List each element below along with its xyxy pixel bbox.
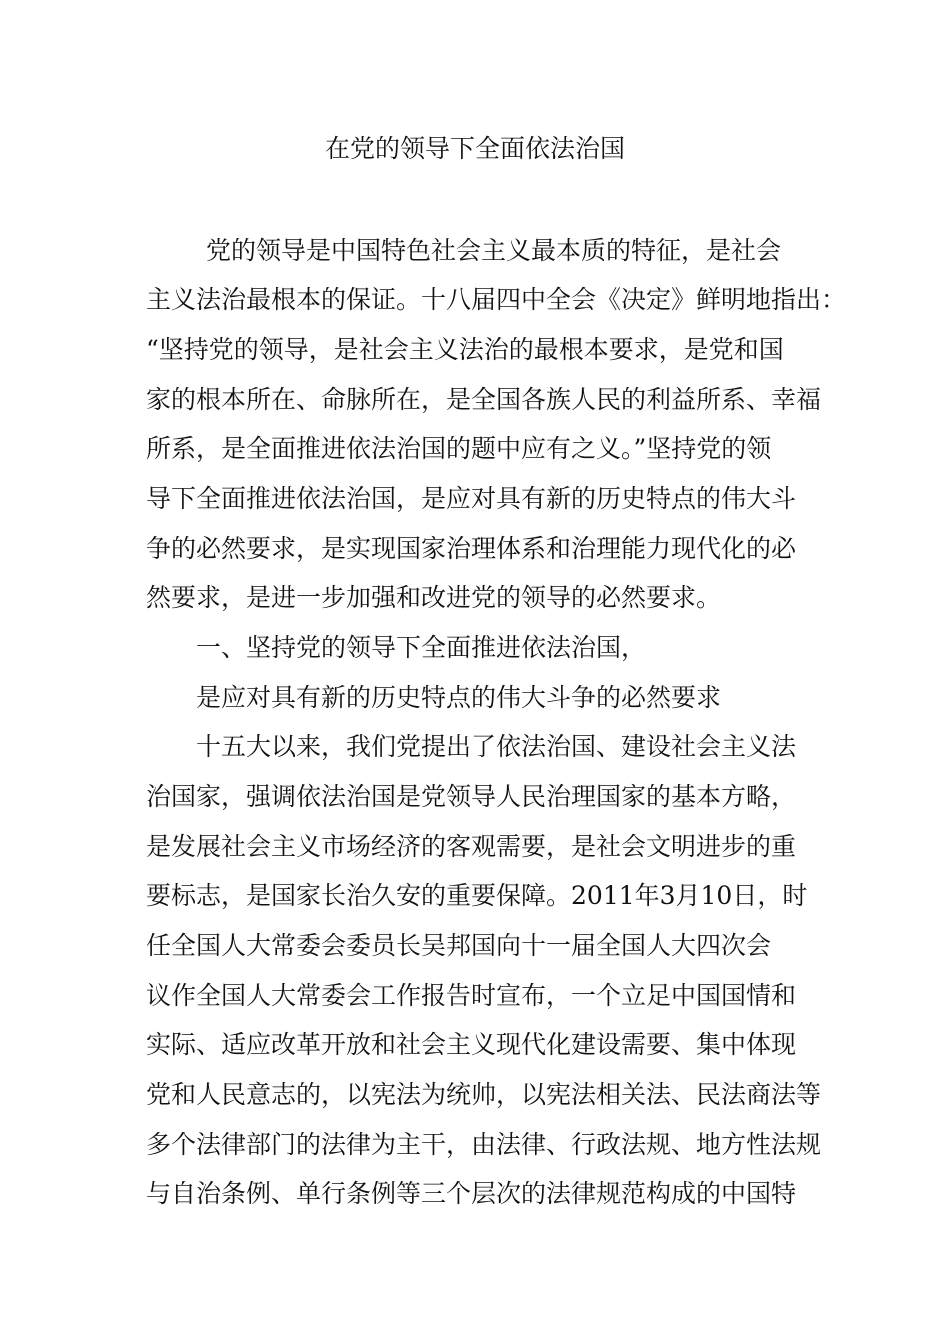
paragraph-line: 家的根本所在、命脉所在，是全国各族人民的利益所系、幸福 bbox=[146, 385, 822, 414]
paragraph-line: 任全国人大常委会委员长吴邦国向十一届全国人大四次会 bbox=[146, 931, 772, 960]
section-heading-line: 是应对具有新的历史特点的伟大斗争的必然要求 bbox=[196, 683, 722, 712]
paragraph-line: 党和人民意志的，以宪法为统帅，以宪法相关法、民法商法等 bbox=[146, 1080, 822, 1109]
paragraph-line: 要标志，是国家长治久安的重要保障。2011年3月10日，时 bbox=[146, 881, 808, 910]
paragraph-line: 主义法治最根本的保证。十八届四中全会《决定》鲜明地指出： bbox=[146, 285, 847, 314]
paragraph-line: 实际、适应改革开放和社会主义现代化建设需要、集中体现 bbox=[146, 1030, 797, 1059]
paragraph-line: 然要求，是进一步加强和改进党的领导的必然要求。 bbox=[146, 583, 722, 612]
document-title: 在党的领导下全面依法治国 bbox=[324, 134, 625, 163]
paragraph-line: 是发展社会主义市场经济的客观需要，是社会文明进步的重 bbox=[146, 832, 797, 861]
paragraph-line: 所系，是全面推进依法治国的题中应有之义。”坚持党的领 bbox=[146, 434, 772, 463]
paragraph-line: 多个法律部门的法律为主干，由法律、行政法规、地方性法规 bbox=[146, 1130, 822, 1159]
paragraph-line: 争的必然要求，是实现国家治理体系和治理能力现代化的必 bbox=[146, 534, 797, 563]
paragraph-line: 党的领导是中国特色社会主义最本质的特征，是社会 bbox=[206, 236, 782, 265]
paragraph-line: 与自治条例、单行条例等三个层次的法律规范构成的中国特 bbox=[146, 1179, 797, 1208]
paragraph-line: 议作全国人大常委会工作报告时宣布，一个立足中国国情和 bbox=[146, 981, 797, 1010]
paragraph-line: 治国家，强调依法治国是党领导人民治理国家的基本方略， bbox=[146, 782, 797, 811]
paragraph-line: “坚持党的领导，是社会主义法治的最根本要求，是党和国 bbox=[146, 335, 784, 364]
paragraph-line: 导下全面推进依法治国，是应对具有新的历史特点的伟大斗 bbox=[146, 484, 797, 513]
paragraph-line: 十五大以来，我们党提出了依法治国、建设社会主义法 bbox=[196, 732, 797, 761]
section-heading-line: 一、坚持党的领导下全面推进依法治国， bbox=[196, 633, 647, 662]
